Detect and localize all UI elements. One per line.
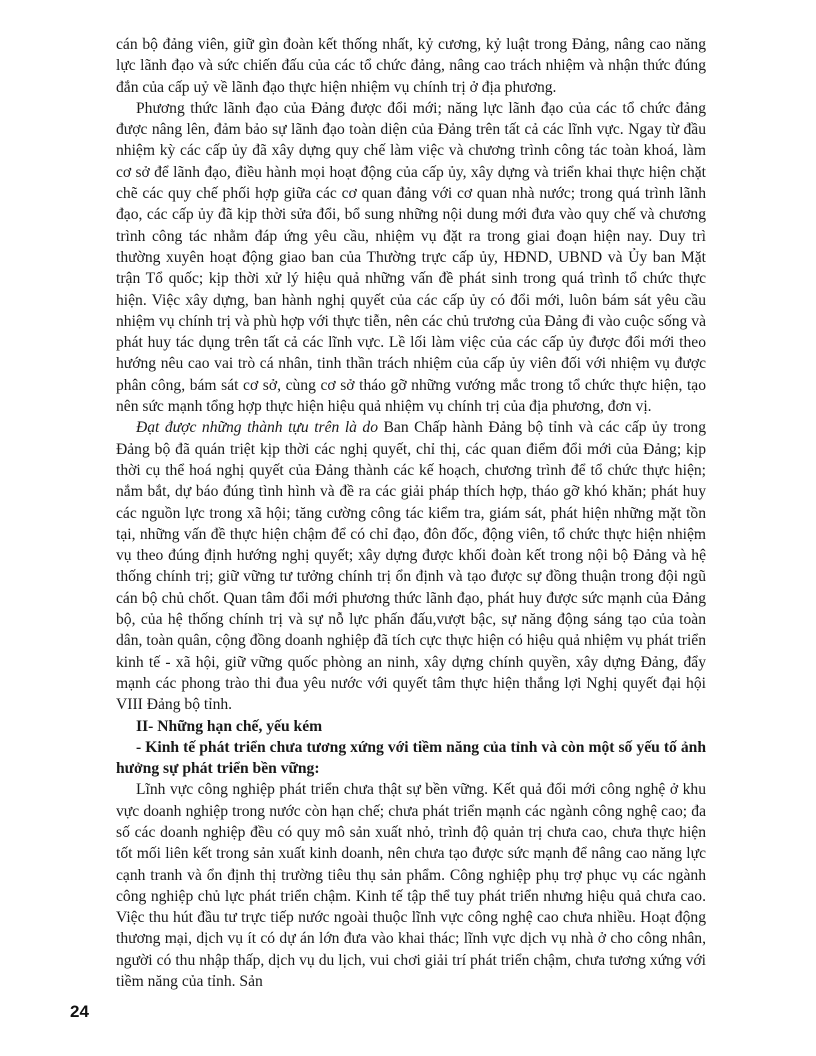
paragraph-leadership-method: Phương thức lãnh đạo của Đảng được đổi mới; năng lực lãnh đạo của các tổ chức đảng được nâng lên, đảm bảo sự lãnh đạo toàn diện của Đảng trên tất cả các lĩnh vực. Ngay từ đầu nhiệm kỳ các cấp ủy đã xây dựng quy chế làm việc và chương trình công tác toàn khoá, làm cơ sở để lãnh đạo, điều hành mọi hoạt động của cấp ủy, xây dựng và triển khai thực hiện chặt chẽ các quy chế phối hợp giữa các cơ quan đảng với cơ quan nhà nước; trong quá trình lãnh đạo, các cấp ủy đã kịp thời sửa đổi, bổ sung những nội dung mới đưa vào quy chế và chương trình công tác nhằm đáp ứng yêu cầu, nhiệm vụ đặt ra trong giai đoạn hiện nay. Duy trì thường xuyên hoạt động giao ban của Thường trực cấp ủy, HĐND, UBND và Ủy ban Mặt trận Tổ quốc; kịp thời xử lý hiệu quả những vấn đề phát sinh trong quá trình tổ chức thực hiện. Việc xây dựng, ban hành nghị quyết của các cấp ủy có đổi mới, luôn bám sát yêu cầu nhiệm vụ chính trị và phù hợp với thực tiễn, nên các chủ trương của Đảng đi vào cuộc sống và phát huy tác dụng trên tất cả các lĩnh vực. Lề lối làm việc của các cấp ủy được đổi mới theo hướng nêu cao vai trò cá nhân, tinh thần trách nhiệm của cấp ủy viên đối với nhiệm vụ được phân công, bám sát cơ sở, cùng cơ sở tháo gỡ những vướng mắc trong tổ chức thực hiện, tạo nên sức mạnh tổng hợp thực hiện hiệu quả nhiệm vụ chính trị của địa phương, đơn vị.	[116, 99, 706, 416]
paragraph-continuation: cán bộ đảng viên, giữ gìn đoàn kết thống nhất, kỷ cương, kỷ luật trong Đảng, nâng cao năng lực lãnh đạo và sức chiến đấu của các tổ chức đảng, nâng cao trách nhiệm và nhận thức đúng đắn của cấp uỷ về lãnh đạo thực hiện nhiệm vụ chính trị ở địa phương.	[116, 36, 706, 96]
italic-lead-phrase: Đạt được những thành tựu trên là do	[136, 419, 379, 437]
section-heading: II- Những hạn chế, yếu kém	[136, 717, 323, 735]
page-number: 24	[70, 1002, 89, 1021]
paragraph-achievements-cause	[116, 417, 706, 715]
paragraph-industry: Lĩnh vực công nghiệp phát triển chưa thật sự bền vững. Kết quả đổi mới công nghệ ở khu vực doanh nghiệp trong nước còn hạn chế; chưa phát triển mạnh các ngành công nghệ cao; đa số các doanh nghiệp đều có quy mô sản xuất nhỏ, trình độ quản trị chưa cao, chưa thực hiện tốt mối liên kết trong sản xuất kinh doanh, nên chưa tạo được sức mạnh để nâng cao năng lực cạnh tranh và ổn định thị trường tiêu thụ sản phẩm. Công nghiệp phụ trợ phục vụ các ngành công nghiệp chủ lực phát triển chậm. Kinh tế tập thể tuy phát triển nhưng hiệu quả chưa cao. Việc thu hút đầu tư trực tiếp nước ngoài thuộc lĩnh vực công nghệ cao chưa nhiều. Hoạt động thương mại, dịch vụ ít có dự án lớn đưa vào khai thác; lĩnh vực dịch vụ nhà ở cho công nhân, người có thu nhập thấp, dịch vụ du lịch, vui chơi giải trí phát triển chậm, chưa tương xứng với tiềm năng của tỉnh. Sản	[116, 781, 706, 991]
paragraph-achievements-body: Ban Chấp hành Đảng bộ tỉnh và các cấp ủy trong Đảng bộ đã quán triệt kịp thời các nghị quyết, chỉ thị, các quan điểm đổi mới của Đảng; kịp thời cụ thể hoá nghị quyết của Đảng thành các kế hoạch, chương trình để tổ chức thực hiện; nắm bắt, dự báo đúng tình hình và đề ra các giải pháp thích hợp, tháo gỡ khó khăn; phát huy các nguồn lực trong xã hội; tăng cường công tác kiểm tra, giám sát, phát hiện những mặt tồn tại, những vấn đề thực hiện chậm để có chỉ đạo, đôn đốc, động viên, tổ chức thực hiện nhiệm vụ theo đúng định hướng nghị quyết; xây dựng được khối đoàn kết trong nội bộ Đảng và hệ thống chính trị; giữ vững tư tưởng chính trị ổn định và tạo được sự đồng thuận trong đội ngũ cán bộ chủ chốt. Quan tâm đổi mới phương thức lãnh đạo, phát huy được sức mạnh của Đảng bộ, của hệ thống chính trị và sự nỗ lực phấn đấu,vượt bậc, sự năng động sáng tạo của toàn dân, toàn quân, cộng đồng doanh nghiệp đã tích cực thực hiện có hiệu quả nhiệm vụ phát triển kinh tế - xã hội, giữ vững quốc phòng an ninh, xây dựng chính quyền, xây dựng Đảng, đẩy mạnh các phong trào thi đua yêu nước với quyết tâm thực hiện thắng lợi Nghị quyết đại hội VIII Đảng bộ tỉnh.	[116, 419, 706, 714]
sub-heading: - Kinh tế phát triển chưa tương xứng với tiềm năng của tỉnh và còn một số yếu tố ảnh hưởng sự phát triển bền vững:	[116, 738, 706, 778]
document-page	[116, 34, 706, 992]
